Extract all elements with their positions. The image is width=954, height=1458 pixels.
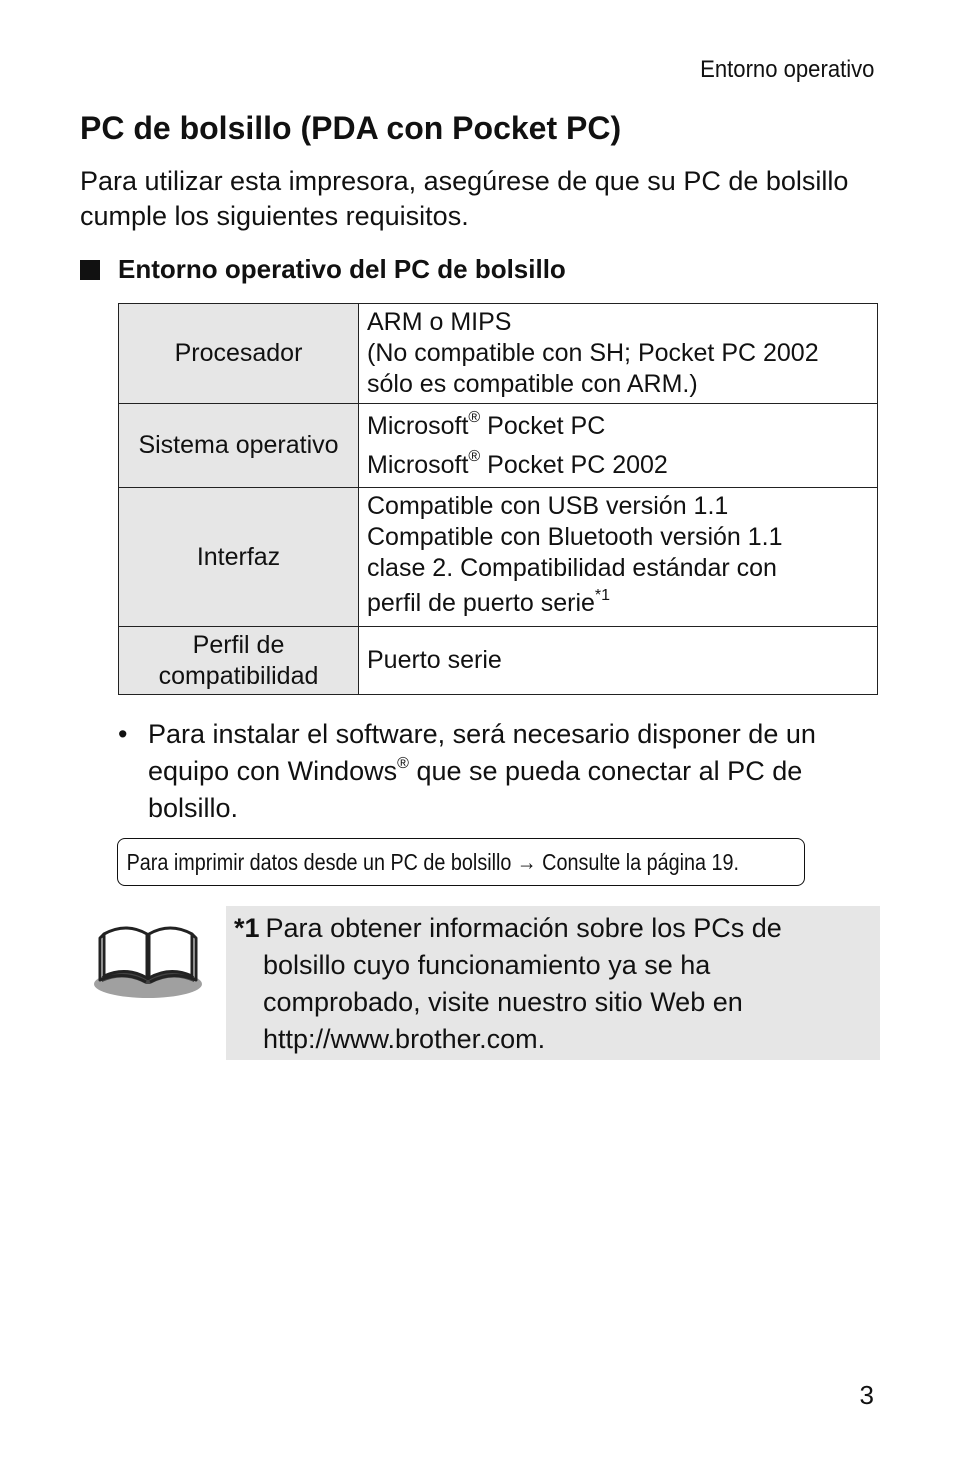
value-line — [367, 584, 869, 623]
reference-box — [117, 838, 805, 886]
table-row — [119, 488, 878, 627]
note-line — [234, 913, 782, 943]
value-line: clase 2. Compatibilidad estándar con — [367, 554, 777, 582]
page-number: 3 — [859, 1380, 874, 1410]
note-text: Para obtener información sobre los PCs de — [265, 913, 782, 943]
row-value-processor — [359, 304, 878, 404]
value-line: Compatible con USB versión 1.1 — [367, 492, 729, 520]
interface-last-text: perfil de puerto serie — [367, 589, 595, 617]
arrow-right-icon: → — [516, 848, 537, 875]
note-url-link[interactable]: http://www.brother.com. — [263, 1024, 546, 1054]
row-value-interface — [359, 488, 878, 627]
registered-mark: ® — [468, 448, 481, 466]
bullet-text-end: que se pueda conectar al PC de bolsillo. — [148, 756, 803, 823]
running-header: Entorno operativo — [699, 56, 874, 83]
note-line: comprobado, visite nuestro sitio Web en — [263, 987, 743, 1017]
table-row — [119, 404, 878, 488]
reference-page-link[interactable]: Consulte la página 19. — [536, 848, 740, 875]
table-row — [119, 304, 878, 404]
note-marker: *1 — [234, 913, 260, 943]
reference-text-start: Para imprimir datos desde un PC de bolsillo — [126, 848, 517, 875]
value-line: sólo es compatible con ARM.) — [367, 370, 698, 398]
bullet-dot: • — [118, 719, 128, 749]
value-line: (No compatible con SH; Pocket PC 2002 — [367, 339, 819, 367]
footnote-reference: *1 — [594, 586, 611, 604]
registered-mark: ® — [468, 409, 481, 427]
row-label-os: Sistema operativo — [119, 404, 359, 488]
table-row — [119, 627, 878, 695]
note-box — [226, 906, 880, 1060]
bullet-text: Para instalar el software, será necesario disponer de un equipo con Windows — [148, 719, 816, 786]
open-book-icon — [92, 910, 204, 1002]
label-line: compatibilidad — [158, 661, 319, 690]
bullet-list — [118, 716, 878, 827]
intro-paragraph: Para utilizar esta impresora, asegúrese de que su PC de bolsillo cumple los siguientes requisitos. — [80, 166, 849, 231]
row-label-profile — [119, 627, 359, 695]
value-line — [367, 407, 869, 446]
os-line2-text-end: Pocket PC 2002 — [480, 450, 668, 479]
row-value-profile: Puerto serie — [359, 627, 878, 695]
page-title: PC de bolsillo (PDA con Pocket PC) — [80, 110, 622, 146]
os-line2-text: Microsoft — [367, 450, 469, 479]
section-heading-text: Entorno operativo del PC de bolsillo — [118, 254, 566, 284]
square-bullet-icon — [80, 260, 100, 280]
registered-mark: ® — [397, 755, 409, 772]
note-line: bolsillo cuyo funcionamiento ya se ha — [263, 950, 711, 980]
row-value-os — [359, 404, 878, 488]
os-line1-text: Microsoft — [367, 411, 469, 440]
value-line: ARM o MIPS — [367, 308, 512, 336]
row-label-processor: Procesador — [119, 304, 359, 404]
section-heading — [80, 254, 566, 285]
value-line — [367, 446, 869, 485]
os-line1-text-end: Pocket PC — [480, 411, 606, 440]
reference-text — [118, 849, 739, 876]
label-line: Perfil de — [192, 630, 285, 659]
specs-table — [118, 303, 878, 695]
value-line: Compatible con Bluetooth versión 1.1 — [367, 523, 783, 551]
list-item — [118, 716, 878, 827]
row-label-interface: Interfaz — [119, 488, 359, 627]
